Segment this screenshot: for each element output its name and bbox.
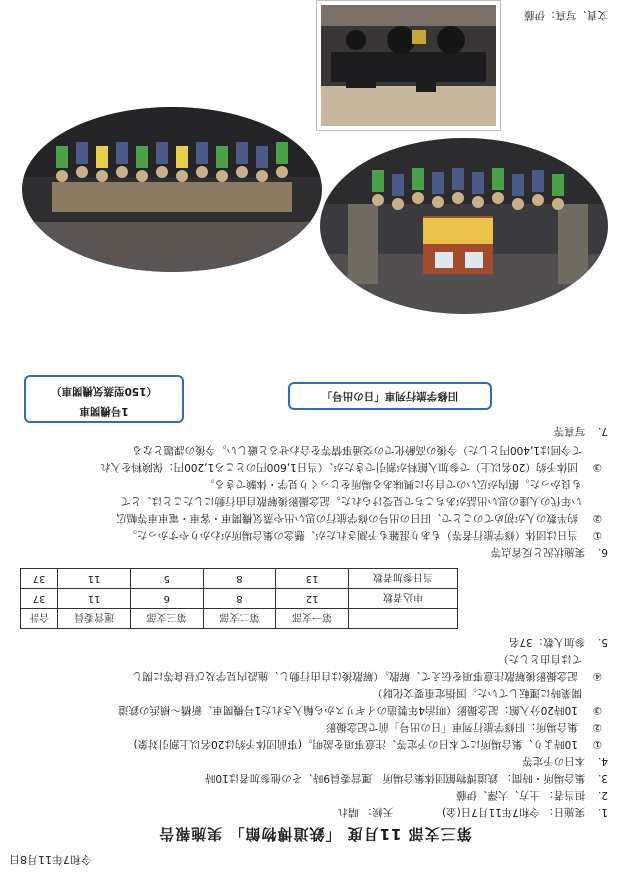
item-text: 団体予約（20名以上）で参加入館料が割引できたが、（当日1,600円のところ1,200円：保険料を入れ <box>100 461 578 473</box>
section-7 <box>554 424 608 438</box>
table-corner-cell <box>349 609 458 629</box>
section-2-label: 担当者： <box>543 789 586 801</box>
table-row-label: 申込者数 <box>349 589 458 609</box>
table-row-label: 当日参加者数 <box>349 569 458 589</box>
table-cell: 5 <box>130 569 203 589</box>
table-cell: 12 <box>276 589 349 609</box>
table-cell: 13 <box>276 569 349 589</box>
photo-group-locomotive <box>22 107 322 272</box>
section-3-label: 集合場所・時間： <box>501 772 586 784</box>
caption-locomotive-line-1: 1号機関車 <box>79 405 129 417</box>
section-6-item-2 <box>116 511 602 525</box>
report-date: 令和7年11月8日 <box>9 853 92 866</box>
section-1-label: 実施日： <box>543 806 586 818</box>
table-header-cell: 第二支部 <box>203 609 276 629</box>
section-6 <box>491 545 608 559</box>
attendance-table <box>20 568 458 629</box>
item-mark: ① <box>592 529 602 541</box>
section-4-item-2 <box>326 720 602 734</box>
section-4-number: 4. <box>597 755 608 767</box>
section-3-value: 鉄道博物館団体集合場所 運営委員9時、その他参加者は10時 <box>204 772 498 784</box>
section-5-label: 参加人数：37名 <box>508 636 586 648</box>
caption-train: 旧修学旅行列車「日の出号」 <box>288 382 492 410</box>
photo-group-train <box>320 138 608 314</box>
section-4-item-3 <box>118 703 602 717</box>
table-row <box>21 569 458 589</box>
section-2 <box>456 788 608 802</box>
caption-locomotive-line-2: （150型蒸気機関車） <box>51 385 157 397</box>
section-4-item-3-cont: 開業時に運転していた。国指定重要文化財） <box>372 687 582 699</box>
table-cell: 6 <box>130 589 203 609</box>
page-title: 第三支部 11月度 「鉄道博物館」 実施報告 <box>158 825 472 843</box>
section-6-item-2-cont: い年代の人達の思い出話があちこちで見受けられた。記念撮影後解散自由行動にしたことは、とて <box>120 495 582 507</box>
section-1 <box>337 805 608 819</box>
section-1-value: 令和7年11月7日(金) <box>442 806 540 818</box>
section-3 <box>205 771 608 785</box>
table-header-cell: 合計 <box>21 609 58 629</box>
section-2-number: 2. <box>597 789 608 801</box>
photo-locomotive <box>317 1 500 130</box>
table-header-cell: 運営委員 <box>58 609 131 629</box>
table-cell: 8 <box>203 569 276 589</box>
item-text: 10時20分入館：記念撮影（明治4年製造のイギリスから輸入された1号機関車、新橋～横浜の鉄道 <box>118 704 578 716</box>
table-cell: 8 <box>203 589 276 609</box>
section-6-label: 実施状況と反省点等 <box>490 546 586 558</box>
section-4-item-4 <box>132 669 602 683</box>
section-6-item-3 <box>100 460 602 474</box>
item-text: 当日は団体（修学旅行者等）もあり混雑も予測されたが、懸念の集合場所がわかりやすかった。 <box>126 529 578 541</box>
photo-group-train-image <box>320 138 608 314</box>
item-mark: ② <box>592 721 602 733</box>
table-cell: 11 <box>58 589 131 609</box>
table-cell: 11 <box>58 569 131 589</box>
section-5 <box>509 635 608 649</box>
section-3-number: 3. <box>597 772 608 784</box>
section-6-item-1 <box>126 528 602 542</box>
section-4-item-1 <box>133 737 602 751</box>
table-row <box>21 589 458 609</box>
table-cell: 37 <box>21 569 58 589</box>
item-text: 記念撮影後解散注意事項を伝えて、解散。（解散後は自由行動し、施設内見学及び昼食等に関し <box>131 670 578 682</box>
section-7-number: 7. <box>597 425 608 437</box>
section-6-item-2-cont: も良かった。館内が広いので自分に興味ある場所をじっくり見学・体験できる。 <box>204 478 582 490</box>
item-text: 集合場所：旧修学旅行列車「日の出号」前で記念撮影 <box>325 721 578 733</box>
weather-label: 天候： <box>361 806 394 818</box>
table-header-cell: 第三支部 <box>130 609 203 629</box>
item-text: 10時より、集合場所にて本日の予定等、注意事項を説明。(事前団体予約は20名以上割引対象) <box>133 738 578 750</box>
table-header-cell: 第一支部 <box>276 609 349 629</box>
weather-value: 晴れ <box>337 806 359 818</box>
section-6-number: 6. <box>597 546 608 558</box>
section-6-item-3-cont: て今回は1,400円とした）今後の高齢化での交通事情等を合わせると厳しい。今後の課題となる <box>131 444 582 456</box>
section-4-label: 本日の予定等 <box>522 755 586 767</box>
footer-credit: 文責、写真：伊藤 <box>524 9 608 21</box>
table-header-row <box>21 609 458 629</box>
section-7-label: 写真等 <box>553 425 586 437</box>
section-4-item-4-cont: ては自由とした） <box>498 653 582 665</box>
photo-group-locomotive-image <box>22 107 322 272</box>
item-mark: ② <box>592 512 602 524</box>
section-2-value: 土方、大澤、伊藤 <box>455 789 540 801</box>
item-mark: ③ <box>592 704 602 716</box>
section-1-number: 1. <box>597 806 608 818</box>
section-4 <box>522 754 608 768</box>
photo-locomotive-image <box>321 5 496 126</box>
table-cell: 37 <box>21 589 58 609</box>
item-mark: ① <box>592 738 602 750</box>
item-text: 約半数の人が初めてのことで、旧日の出号の修学旅行の思い出や蒸気機関車・客車・電車車等幅広 <box>116 512 578 524</box>
item-mark: ③ <box>592 461 602 473</box>
item-mark: ④ <box>592 670 602 682</box>
section-5-number: 5. <box>597 636 608 648</box>
caption-locomotive <box>24 375 184 423</box>
